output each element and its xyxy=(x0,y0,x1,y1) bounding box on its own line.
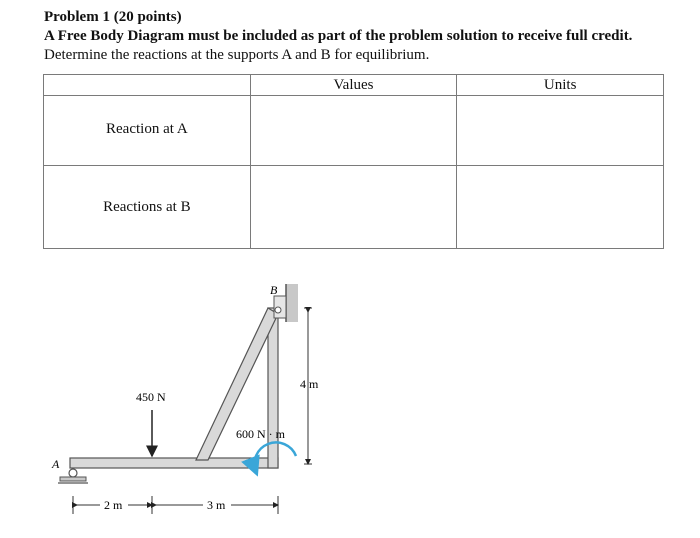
label-a: A xyxy=(52,457,60,471)
label-b: B xyxy=(270,283,278,297)
header-units: Units xyxy=(457,75,664,96)
value-cell-reaction-a[interactable] xyxy=(250,96,457,166)
problem-title: Problem 1 (20 points) xyxy=(44,9,182,25)
row-label-cell xyxy=(44,166,251,249)
height-label: 4 m xyxy=(300,377,319,391)
value-cell-reactions-b[interactable] xyxy=(250,166,457,249)
row-label-reaction-a: Reaction at A xyxy=(106,121,188,137)
free-body-figure xyxy=(40,270,340,525)
answer-table xyxy=(43,74,664,249)
header-blank xyxy=(44,75,251,96)
horizontal-beam xyxy=(70,458,278,468)
row-label-reactions-b: Reactions at B xyxy=(103,199,191,215)
wall-support-b xyxy=(286,284,298,322)
support-a xyxy=(58,469,88,483)
answer-table-header xyxy=(44,75,664,96)
problem-requirement: A Free Body Diagram must be included as part of the problem solution to receive full credit. xyxy=(44,28,633,44)
problem-task: Determine the reactions at the supports A and B for equilibrium. xyxy=(44,47,430,63)
problem-statement xyxy=(44,8,684,65)
unit-cell-reaction-a[interactable] xyxy=(457,96,664,166)
dist-2-label: 3 m xyxy=(207,498,226,512)
pin-support-b xyxy=(274,296,286,318)
force-label: 450 N xyxy=(136,390,166,404)
table-row xyxy=(44,166,664,249)
unit-cell-reactions-b[interactable] xyxy=(457,166,664,249)
moment-label: 600 N · m xyxy=(236,427,285,441)
header-values: Values xyxy=(250,75,457,96)
row-label-cell xyxy=(44,96,251,166)
dist-1-label: 2 m xyxy=(104,498,123,512)
table-row xyxy=(44,96,664,166)
